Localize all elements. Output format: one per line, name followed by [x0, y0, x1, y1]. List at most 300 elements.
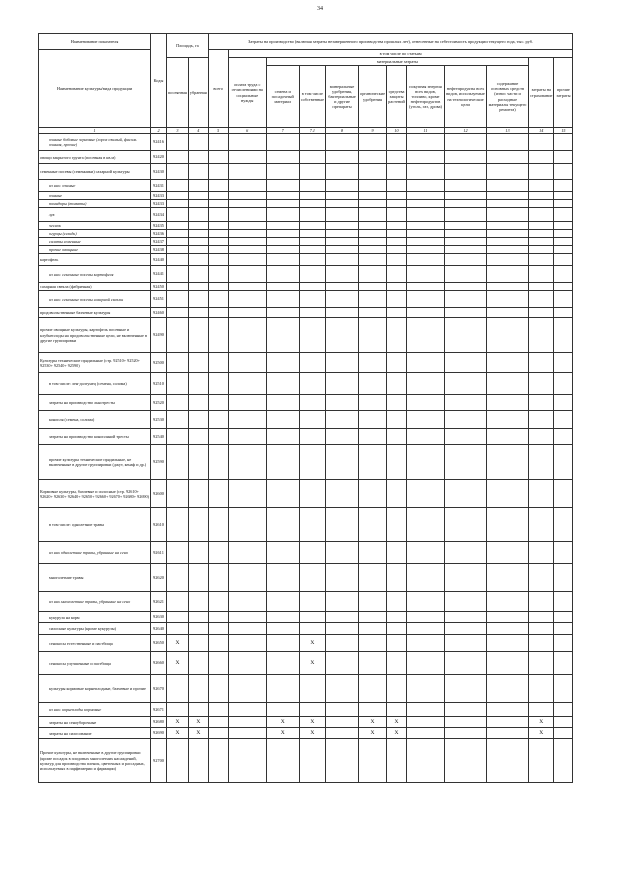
data-cell	[387, 564, 407, 592]
data-cell	[554, 318, 573, 353]
data-cell	[407, 508, 445, 542]
data-cell	[407, 411, 445, 429]
cross-mark: X	[299, 728, 325, 739]
row-name: продовольственные бахчевые культуры	[39, 308, 151, 318]
data-cell	[228, 318, 266, 353]
data-cell	[387, 635, 407, 652]
data-cell	[228, 675, 266, 703]
cross-mark: X	[266, 717, 299, 728]
data-cell	[299, 411, 325, 429]
data-cell	[554, 373, 573, 395]
data-cell	[266, 246, 299, 254]
data-cell	[208, 728, 228, 739]
data-cell	[487, 508, 529, 542]
data-cell	[167, 508, 189, 542]
data-cell	[326, 200, 359, 208]
data-cell	[208, 222, 228, 230]
data-cell	[299, 291, 325, 308]
data-cell	[228, 291, 266, 308]
data-cell	[359, 373, 387, 395]
data-cell	[387, 291, 407, 308]
data-cell	[529, 564, 554, 592]
data-cell	[387, 318, 407, 353]
data-cell	[554, 508, 573, 542]
data-cell	[299, 222, 325, 230]
data-cell	[407, 728, 445, 739]
data-cell	[188, 373, 208, 395]
data-cell	[445, 291, 487, 308]
data-cell	[188, 222, 208, 230]
data-cell	[487, 308, 529, 318]
data-cell	[445, 192, 487, 200]
data-cell	[326, 508, 359, 542]
data-cell	[208, 192, 228, 200]
data-cell	[445, 353, 487, 373]
data-cell	[188, 480, 208, 508]
cross-mark: X	[167, 717, 189, 728]
data-cell	[554, 592, 573, 612]
data-cell	[208, 395, 228, 411]
data-cell	[554, 134, 573, 151]
data-cell	[167, 373, 189, 395]
data-cell	[359, 703, 387, 717]
data-cell	[299, 542, 325, 564]
data-cell	[359, 230, 387, 238]
data-cell	[554, 739, 573, 783]
data-cell	[529, 429, 554, 445]
data-cell	[387, 703, 407, 717]
data-cell	[299, 308, 325, 318]
table-row	[39, 739, 573, 783]
data-cell	[554, 353, 573, 373]
data-cell	[167, 180, 189, 192]
header-fertilizers: минеральные удобрения, бактериальные и другие препараты	[326, 66, 359, 128]
data-cell	[445, 592, 487, 612]
data-cell	[167, 134, 189, 151]
data-cell	[407, 717, 445, 728]
table-row	[39, 308, 573, 318]
data-cell	[445, 728, 487, 739]
table-body	[39, 134, 573, 783]
data-cell	[326, 542, 359, 564]
header-own: в том числе собственные	[299, 66, 325, 128]
data-cell	[487, 564, 529, 592]
header-labor: оплата труда с отчислениями на социальные нужды	[228, 58, 266, 128]
data-cell	[529, 230, 554, 238]
data-cell	[266, 238, 299, 246]
data-cell	[266, 429, 299, 445]
table-row	[39, 164, 573, 180]
data-cell	[167, 200, 189, 208]
data-cell	[299, 266, 325, 283]
data-cell	[299, 151, 325, 164]
data-cell	[529, 151, 554, 164]
cross-mark: X	[387, 728, 407, 739]
data-cell	[554, 703, 573, 717]
row-name: Кормовые культуры, бахчевые и силосные (стр. 92610+ 92620+ 92630+ 92640+ 92650+ 92660+ 92670+ 92680+ 92690)	[39, 480, 151, 508]
data-cell	[188, 703, 208, 717]
data-cell	[188, 291, 208, 308]
data-cell	[208, 134, 228, 151]
data-cell	[487, 192, 529, 200]
table-row	[39, 429, 573, 445]
data-cell	[445, 480, 487, 508]
table-row	[39, 353, 573, 373]
data-cell	[167, 612, 189, 623]
header-material: материальные затраты	[266, 58, 528, 66]
data-cell	[445, 373, 487, 395]
table-row	[39, 395, 573, 411]
row-code: 92610	[151, 508, 167, 542]
data-cell	[167, 542, 189, 564]
cross-mark: X	[167, 728, 189, 739]
row-name: озимые бобовые зерновые (горох озимый, фасоль озимая, прочие)	[39, 134, 151, 151]
table-row	[39, 266, 573, 283]
row-name: Прочие культуры, не включенные в другие группировки (кроме посадок в плодовых многолетних насаждений, культур для производства пленок, цветочных и рассадных, используемых в парфюмерии и фармации)	[39, 739, 151, 783]
data-cell	[326, 429, 359, 445]
data-cell	[266, 480, 299, 508]
data-cell	[359, 542, 387, 564]
data-cell	[266, 151, 299, 164]
header-organic: органические удобрения	[359, 66, 387, 128]
data-cell	[208, 246, 228, 254]
data-cell	[359, 652, 387, 675]
data-cell	[387, 675, 407, 703]
table-row	[39, 230, 573, 238]
row-code: 92630	[151, 612, 167, 623]
data-cell	[445, 445, 487, 480]
cross-mark: X	[167, 635, 189, 652]
data-cell	[445, 164, 487, 180]
data-cell	[299, 564, 325, 592]
data-cell	[387, 445, 407, 480]
data-cell	[554, 635, 573, 652]
data-cell	[359, 208, 387, 222]
data-cell	[266, 703, 299, 717]
row-code: 92650	[151, 635, 167, 652]
data-cell	[208, 717, 228, 728]
data-cell	[188, 246, 208, 254]
data-cell	[387, 592, 407, 612]
data-cell	[487, 180, 529, 192]
cross-mark: X	[359, 728, 387, 739]
data-cell	[359, 318, 387, 353]
data-cell	[326, 254, 359, 266]
data-cell	[407, 134, 445, 151]
data-cell	[407, 192, 445, 200]
table-row	[39, 445, 573, 480]
row-code: 92621	[151, 592, 167, 612]
data-cell	[167, 395, 189, 411]
data-cell	[445, 703, 487, 717]
row-code: 92430	[151, 164, 167, 180]
row-name: сахарная свекла (фабричная)	[39, 283, 151, 291]
data-cell	[188, 675, 208, 703]
row-code: 92640	[151, 623, 167, 635]
data-cell	[407, 675, 445, 703]
cross-mark: X	[299, 635, 325, 652]
data-cell	[445, 564, 487, 592]
data-cell	[487, 739, 529, 783]
header-fixed-assets: содержание основных средств (износ части и расходные материалы текущего ремонта)	[487, 66, 529, 128]
data-cell	[387, 222, 407, 230]
header-insurance: затраты на страхование	[529, 58, 554, 128]
data-cell	[359, 445, 387, 480]
data-cell	[387, 612, 407, 623]
data-cell	[487, 208, 529, 222]
data-cell	[554, 254, 573, 266]
header-protection: средства защиты растений	[387, 66, 407, 128]
data-cell	[228, 308, 266, 318]
data-cell	[554, 246, 573, 254]
table-row	[39, 254, 573, 266]
data-cell	[487, 717, 529, 728]
data-cell	[326, 411, 359, 429]
data-cell	[387, 230, 407, 238]
data-cell	[326, 238, 359, 246]
data-cell	[359, 480, 387, 508]
data-cell	[407, 623, 445, 635]
col-num: 9	[359, 128, 387, 134]
header-sown: посеянная	[167, 58, 189, 128]
row-code: 92440	[151, 254, 167, 266]
data-cell	[487, 429, 529, 445]
data-cell	[487, 164, 529, 180]
data-cell	[554, 164, 573, 180]
data-cell	[387, 266, 407, 283]
data-cell	[188, 308, 208, 318]
data-cell	[228, 395, 266, 411]
data-cell	[359, 353, 387, 373]
cross-mark: X	[167, 652, 189, 675]
data-cell	[487, 266, 529, 283]
data-cell	[188, 208, 208, 222]
data-cell	[326, 592, 359, 612]
data-cell	[228, 373, 266, 395]
data-cell	[387, 480, 407, 508]
data-cell	[228, 445, 266, 480]
row-name: огурцы (сельдь)	[39, 230, 151, 238]
data-cell	[188, 635, 208, 652]
data-cell	[359, 192, 387, 200]
row-name: салаты семенные	[39, 238, 151, 246]
data-cell	[326, 291, 359, 308]
data-cell	[299, 134, 325, 151]
data-cell	[188, 164, 208, 180]
table-row	[39, 703, 573, 717]
data-cell	[167, 238, 189, 246]
data-cell	[228, 208, 266, 222]
data-cell	[487, 445, 529, 480]
data-cell	[326, 717, 359, 728]
row-name: чеснок	[39, 222, 151, 230]
data-cell	[266, 623, 299, 635]
data-cell	[407, 564, 445, 592]
data-cell	[208, 308, 228, 318]
data-cell	[208, 180, 228, 192]
data-cell	[208, 254, 228, 266]
data-cell	[359, 623, 387, 635]
data-cell	[188, 411, 208, 429]
data-cell	[445, 283, 487, 291]
cross-mark: X	[266, 728, 299, 739]
data-cell	[359, 246, 387, 254]
data-cell	[359, 134, 387, 151]
data-cell	[228, 703, 266, 717]
data-cell	[487, 728, 529, 739]
data-cell	[407, 739, 445, 783]
col-num: 3	[167, 128, 189, 134]
data-cell	[387, 238, 407, 246]
col-num: 6	[228, 128, 266, 134]
data-cell	[445, 254, 487, 266]
data-cell	[407, 246, 445, 254]
data-cell	[228, 411, 266, 429]
data-cell	[299, 283, 325, 291]
data-cell	[208, 480, 228, 508]
data-cell	[554, 291, 573, 308]
data-cell	[445, 134, 487, 151]
header-seeds: семена и посадочный материал	[266, 66, 299, 128]
data-cell	[554, 717, 573, 728]
data-cell	[228, 508, 266, 542]
col-num: 10	[387, 128, 407, 134]
data-cell	[208, 266, 228, 283]
page-number: 34	[317, 6, 323, 12]
cross-mark: X	[299, 652, 325, 675]
data-cell	[407, 635, 445, 652]
row-name: озимые	[39, 192, 151, 200]
row-name: Культуры технические прядильные (стр. 92510+ 92520+ 92530+ 92540+ 92590)	[39, 353, 151, 373]
data-cell	[529, 542, 554, 564]
data-cell	[359, 222, 387, 230]
data-cell	[228, 480, 266, 508]
costs-table	[38, 33, 573, 783]
data-cell	[167, 445, 189, 480]
header-codes: Коды	[151, 34, 167, 128]
data-cell	[487, 592, 529, 612]
table-row	[39, 564, 573, 592]
data-cell	[299, 739, 325, 783]
data-cell	[407, 703, 445, 717]
table-row	[39, 652, 573, 675]
table-row	[39, 134, 573, 151]
data-cell	[387, 164, 407, 180]
data-cell	[407, 238, 445, 246]
data-cell	[228, 429, 266, 445]
data-cell	[359, 254, 387, 266]
data-cell	[529, 180, 554, 192]
data-cell	[266, 254, 299, 266]
data-cell	[407, 592, 445, 612]
data-cell	[445, 266, 487, 283]
data-cell	[326, 180, 359, 192]
header-incl-items: в том числе по статьям	[228, 50, 573, 58]
data-cell	[266, 222, 299, 230]
table-row	[39, 318, 573, 353]
data-cell	[529, 222, 554, 230]
data-cell	[266, 445, 299, 480]
data-cell	[529, 411, 554, 429]
data-cell	[359, 291, 387, 308]
data-cell	[266, 134, 299, 151]
data-cell	[266, 675, 299, 703]
data-cell	[228, 623, 266, 635]
data-cell	[228, 592, 266, 612]
data-cell	[387, 283, 407, 291]
data-cell	[326, 192, 359, 200]
data-cell	[407, 480, 445, 508]
col-num: 11	[407, 128, 445, 134]
data-cell	[554, 222, 573, 230]
col-num: 14	[529, 128, 554, 134]
row-code: 92500	[151, 353, 167, 373]
header-harvested: убранная	[188, 58, 208, 128]
data-cell	[167, 230, 189, 238]
row-name: в том числе: лен-долгунец (семена, солома)	[39, 373, 151, 395]
row-code: 92510	[151, 373, 167, 395]
data-cell	[299, 373, 325, 395]
data-cell	[387, 739, 407, 783]
data-cell	[359, 612, 387, 623]
data-cell	[228, 717, 266, 728]
data-cell	[487, 635, 529, 652]
data-cell	[387, 652, 407, 675]
cross-mark: X	[299, 717, 325, 728]
data-cell	[299, 180, 325, 192]
data-cell	[529, 353, 554, 373]
data-cell	[387, 134, 407, 151]
data-cell	[445, 623, 487, 635]
data-cell	[208, 675, 228, 703]
data-cell	[188, 266, 208, 283]
data-cell	[445, 222, 487, 230]
col-num: 12	[445, 128, 487, 134]
data-cell	[167, 246, 189, 254]
data-cell	[487, 623, 529, 635]
data-cell	[529, 208, 554, 222]
data-cell	[266, 180, 299, 192]
data-cell	[445, 739, 487, 783]
row-name: силосные культуры (кроме кукурузы)	[39, 623, 151, 635]
data-cell	[266, 283, 299, 291]
row-code: 92490	[151, 318, 167, 353]
data-cell	[407, 652, 445, 675]
table-row	[39, 542, 573, 564]
table-row	[39, 180, 573, 192]
header-indicator: Наименование показателя	[39, 34, 151, 50]
row-name: затраты на сеноуборочные	[39, 717, 151, 728]
data-cell	[266, 353, 299, 373]
col-num: 7	[266, 128, 299, 134]
data-cell	[188, 192, 208, 200]
data-cell	[529, 246, 554, 254]
data-cell	[266, 192, 299, 200]
data-cell	[487, 238, 529, 246]
col-num: 13	[487, 128, 529, 134]
data-cell	[407, 429, 445, 445]
data-cell	[299, 200, 325, 208]
row-name: сенокосы улучшенные и пастбища	[39, 652, 151, 675]
data-cell	[407, 318, 445, 353]
col-num: 15	[554, 128, 573, 134]
data-cell	[188, 283, 208, 291]
data-cell	[554, 623, 573, 635]
row-name: конопля (семена, солома)	[39, 411, 151, 429]
data-cell	[266, 230, 299, 238]
data-cell	[228, 238, 266, 246]
table-row	[39, 480, 573, 508]
